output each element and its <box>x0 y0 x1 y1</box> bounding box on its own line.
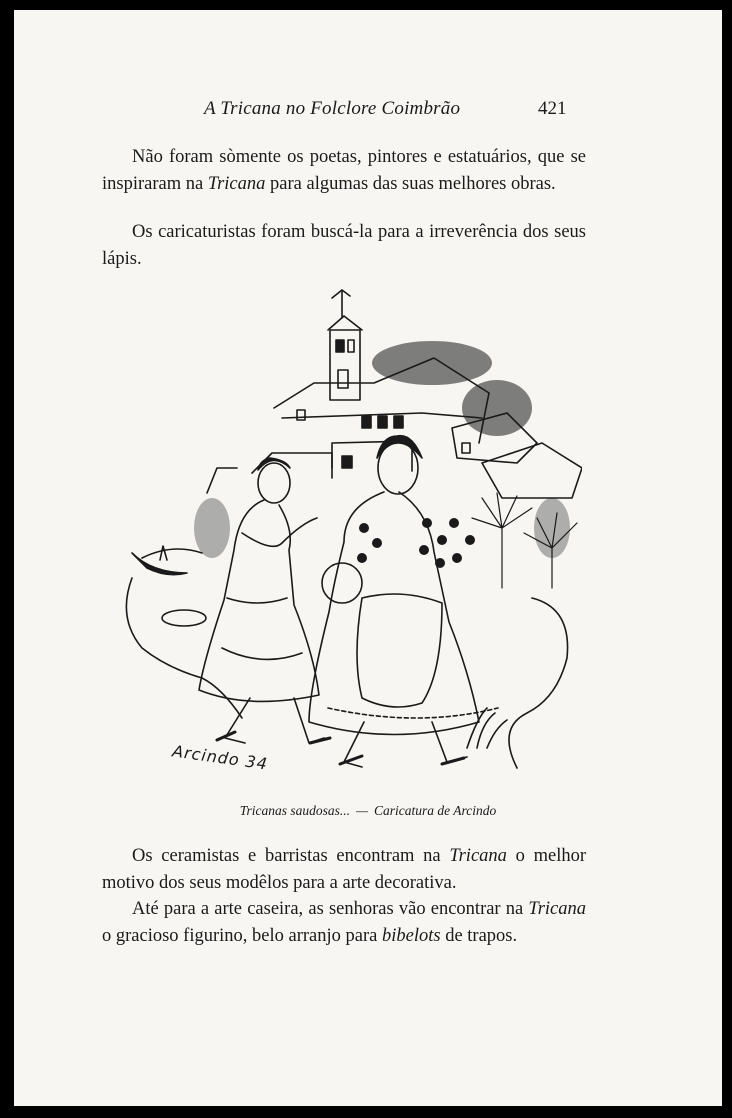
caption-dash: — <box>356 803 369 818</box>
paragraph-1: Não foram sòmente os poetas, pintores e estatuários, que se inspiraram na Tricana para algumas das suas melhores obras. <box>102 147 586 194</box>
paragraph-2: Os caricaturistas foram buscá-la para a irreverência dos seus lápis. <box>102 222 586 269</box>
paragraph-3: Os ceramistas e barristas encontram na Tricana o melhor motivo dos seus modêlos para a arte decorativa. <box>102 846 586 893</box>
caption-right: Caricatura de Arcindo <box>374 803 497 818</box>
artist-signature: Arcindo 34 <box>171 741 270 774</box>
running-head <box>14 98 722 128</box>
book-page <box>14 10 722 1106</box>
caricature-illustration <box>102 278 582 798</box>
caption-left: Tricanas saudosas... <box>239 803 350 818</box>
running-title: A Tricana no Folclore Coimbrão <box>204 98 461 119</box>
caricature-drawing <box>102 278 582 798</box>
figure-caption <box>14 803 722 819</box>
paragraph-4: Até para a arte caseira, as senhoras vão encontrar na Tricana o gracioso figurino, belo arranjo para bibelots de trapos. <box>102 899 586 946</box>
page-number: 421 <box>538 98 567 119</box>
